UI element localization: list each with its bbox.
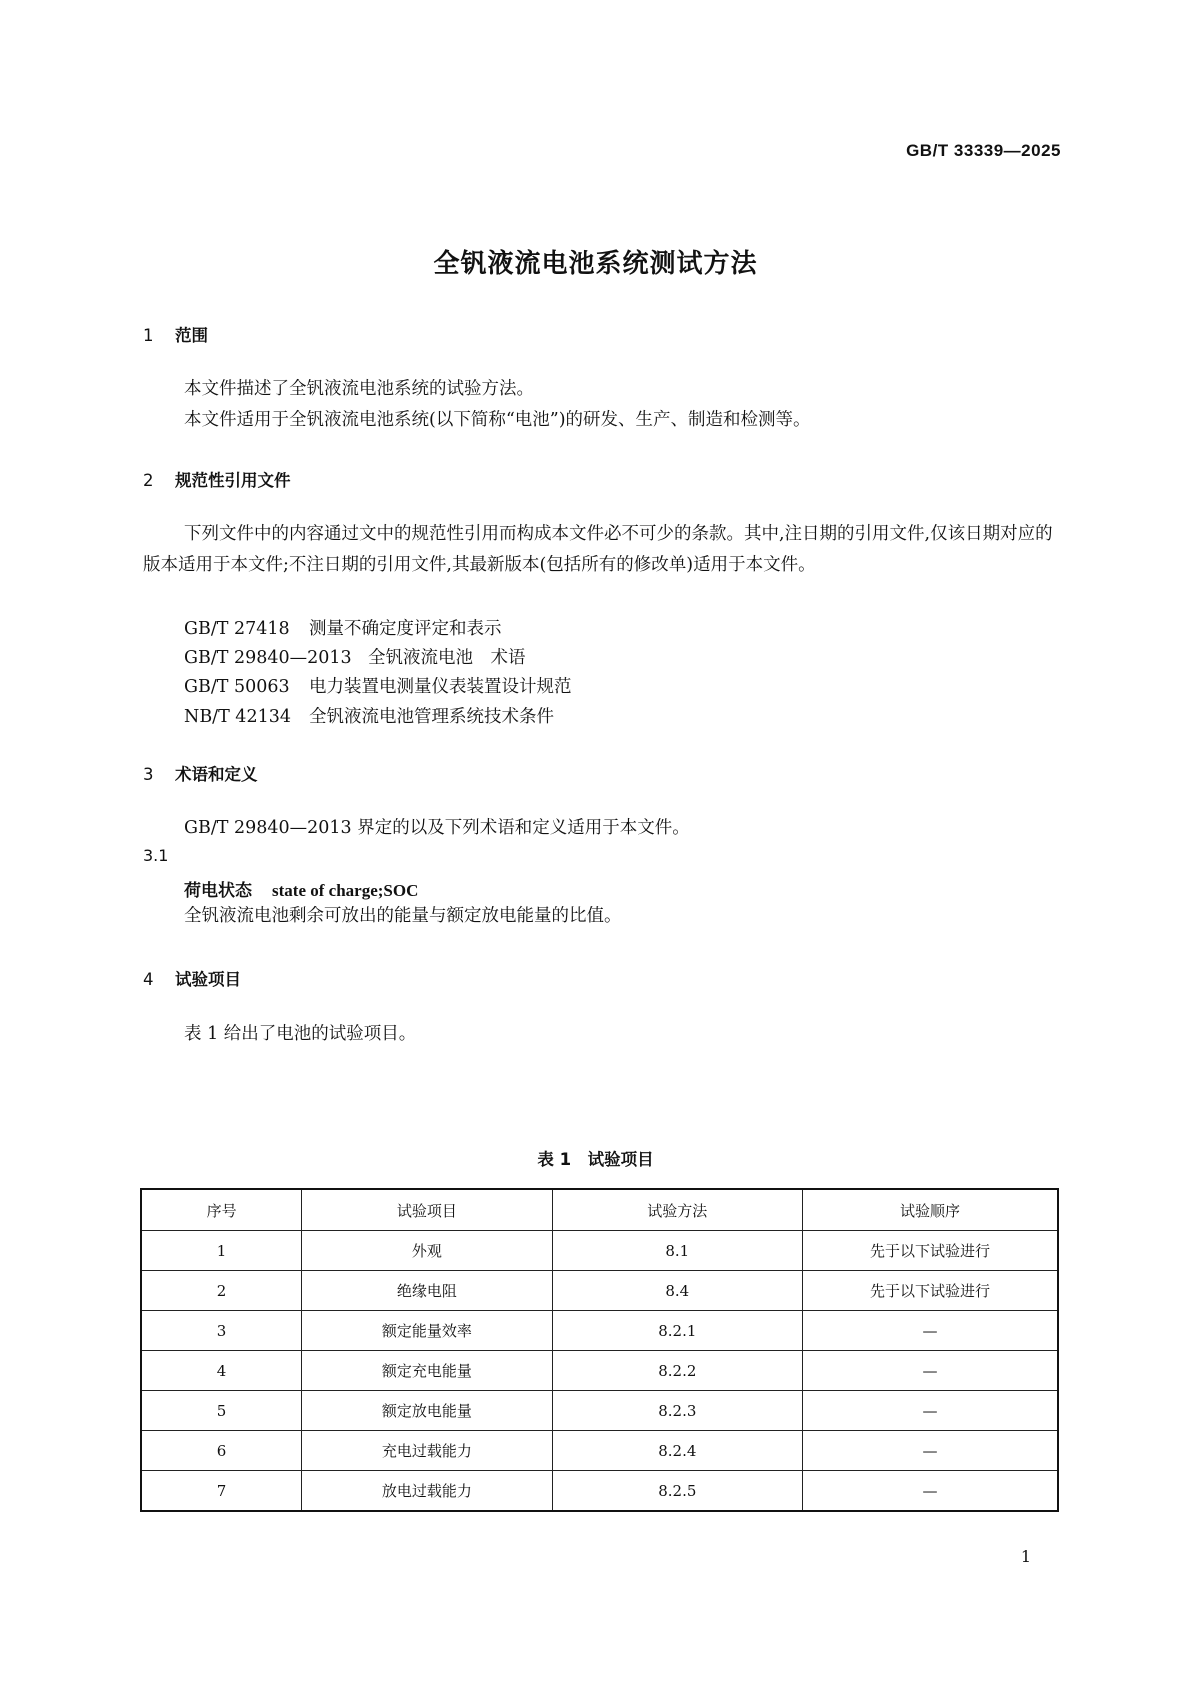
- table-cell: 绝缘电阻: [302, 1271, 552, 1311]
- table-cell: —: [803, 1431, 1058, 1471]
- normative-intro-paragraph: [143, 519, 1058, 581]
- section-heading-test-items: [143, 966, 241, 990]
- table-row: [141, 1231, 1058, 1271]
- section-heading-terms: [143, 761, 258, 785]
- table-cell: 先于以下试验进行: [803, 1271, 1058, 1311]
- table-cell: 1: [141, 1231, 302, 1271]
- table-row: [141, 1351, 1058, 1391]
- term-entry: [184, 876, 418, 901]
- table-cell: 充电过载能力: [302, 1431, 552, 1471]
- section-title: 规范性引用文件: [175, 471, 291, 490]
- section-title: 范围: [175, 326, 208, 345]
- table-cell: 额定充电能量: [302, 1351, 552, 1391]
- column-header: 试验顺序: [803, 1189, 1058, 1231]
- term-chinese: 荷电状态: [184, 881, 252, 901]
- terms-intro-paragraph: [143, 813, 1058, 844]
- section-number: 2: [143, 471, 154, 490]
- table-row: [141, 1271, 1058, 1311]
- table-row: [141, 1311, 1058, 1351]
- section-heading-scope: [143, 322, 208, 346]
- table-cell: 放电过载能力: [302, 1471, 552, 1512]
- reference-title: 全钒液流电池 术语: [368, 648, 526, 668]
- table-cell: 外观: [302, 1231, 552, 1271]
- scope-paragraph-2: [143, 405, 1058, 436]
- page-number: 1: [1020, 1547, 1031, 1566]
- column-header: 试验项目: [302, 1189, 552, 1231]
- table-cell: 8.1: [552, 1231, 802, 1271]
- table-cell: 8.4: [552, 1271, 802, 1311]
- table-row: [141, 1471, 1058, 1512]
- table-cell: 8.2.1: [552, 1311, 802, 1351]
- reference-code: NB/T 42134: [184, 707, 291, 727]
- reference-code: GB/T 50063: [184, 677, 290, 697]
- table-cell: 额定能量效率: [302, 1311, 552, 1351]
- table-cell: —: [803, 1351, 1058, 1391]
- table-row: [141, 1431, 1058, 1471]
- table-cell: 2: [141, 1271, 302, 1311]
- table-cell: 8.2.2: [552, 1351, 802, 1391]
- table-caption: 表 1 试验项目: [537, 1150, 654, 1169]
- test-items-intro-text: 表 1 给出了电池的试验项目。: [184, 1024, 417, 1044]
- term-number: 3.1: [143, 846, 169, 865]
- table-cell: 8.2.3: [552, 1391, 802, 1431]
- standard-code: GB/T 33339—2025: [906, 141, 1061, 160]
- table-cell: 3: [141, 1311, 302, 1351]
- term-definition: 全钒液流电池剩余可放出的能量与额定放电能量的比值。: [184, 906, 622, 926]
- reference-code: GB/T 27418: [184, 619, 290, 639]
- column-header: 试验方法: [552, 1189, 802, 1231]
- table-cell: 7: [141, 1471, 302, 1512]
- reference-item: [184, 673, 572, 698]
- section-number: 1: [143, 326, 154, 345]
- table-cell: 4: [141, 1351, 302, 1391]
- reference-title: 电力装置电测量仪表装置设计规范: [309, 677, 572, 697]
- table-cell: 5: [141, 1391, 302, 1431]
- table-cell: 6: [141, 1431, 302, 1471]
- normative-intro-text: 下列文件中的内容通过文中的规范性引用而构成本文件必不可少的条款。其中,注日期的引用文件,仅该日期对应的版本适用于本文件;不注日期的引用文件,其最新版本(包括所有的修改单)适用于本文件。: [143, 524, 1053, 575]
- table-cell: 先于以下试验进行: [803, 1231, 1058, 1271]
- test-items-intro-paragraph: [143, 1019, 1058, 1050]
- test-items-table: [140, 1188, 1059, 1512]
- terms-intro-text: GB/T 29840—2013 界定的以及下列术语和定义适用于本文件。: [184, 818, 690, 838]
- reference-item: [184, 615, 502, 640]
- term-english: state of charge;SOC: [272, 881, 419, 900]
- scope-text-2: 本文件适用于全钒液流电池系统(以下简称“电池”)的研发、生产、制造和检测等。: [184, 410, 811, 430]
- reference-item: [184, 703, 554, 728]
- table-header-row: [141, 1189, 1058, 1231]
- reference-code: GB/T 29840—2013: [184, 648, 352, 668]
- column-header: 序号: [141, 1189, 302, 1231]
- reference-title: 全钒液流电池管理系统技术条件: [309, 707, 554, 727]
- section-title: 试验项目: [175, 970, 241, 989]
- table-cell: —: [803, 1311, 1058, 1351]
- table-cell: —: [803, 1471, 1058, 1512]
- section-heading-normative: [143, 467, 291, 491]
- table-cell: —: [803, 1391, 1058, 1431]
- section-title: 术语和定义: [175, 765, 258, 784]
- scope-text-1: 本文件描述了全钒液流电池系统的试验方法。: [184, 379, 534, 399]
- section-number: 4: [143, 970, 154, 989]
- table-row: [141, 1391, 1058, 1431]
- section-number: 3: [143, 765, 154, 784]
- table-cell: 8.2.5: [552, 1471, 802, 1512]
- reference-title: 测量不确定度评定和表示: [309, 619, 502, 639]
- document-title: 全钒液流电池系统测试方法: [433, 249, 758, 279]
- table-cell: 额定放电能量: [302, 1391, 552, 1431]
- scope-paragraph-1: [143, 374, 1058, 405]
- reference-item: [184, 644, 526, 669]
- table-cell: 8.2.4: [552, 1431, 802, 1471]
